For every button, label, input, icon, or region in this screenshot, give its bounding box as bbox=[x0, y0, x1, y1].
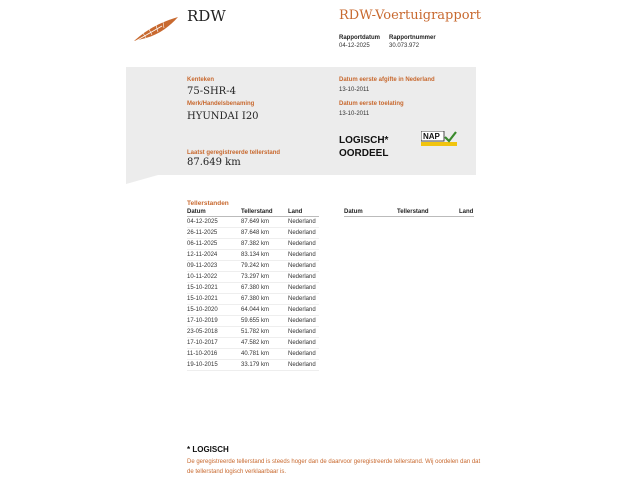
readings-table-continued bbox=[344, 208, 474, 217]
row-date: 15-10-2021 bbox=[187, 296, 218, 302]
row-date: 19-10-2015 bbox=[187, 362, 218, 368]
table-row bbox=[187, 239, 319, 250]
row-country: Nederland bbox=[288, 241, 316, 247]
row-country: Nederland bbox=[288, 362, 316, 368]
readings-table bbox=[187, 208, 319, 371]
table-row bbox=[187, 349, 319, 360]
row-odometer: 64.044 km bbox=[241, 307, 270, 313]
report-date-label: Rapportdatum bbox=[339, 35, 380, 41]
row-odometer: 47.582 km bbox=[241, 340, 270, 346]
row-date: 17-10-2019 bbox=[187, 318, 218, 324]
row-country: Nederland bbox=[288, 274, 316, 280]
row-country: Nederland bbox=[288, 318, 316, 324]
first-nl-value: 13-10-2011 bbox=[339, 87, 370, 93]
row-country: Nederland bbox=[288, 296, 316, 302]
table-row bbox=[187, 305, 319, 316]
row-country: Nederland bbox=[288, 307, 316, 313]
table-row bbox=[187, 272, 319, 283]
row-odometer: 79.242 km bbox=[241, 263, 270, 269]
table-row bbox=[187, 294, 319, 305]
row-odometer: 73.297 km bbox=[241, 274, 270, 280]
table-row bbox=[187, 283, 319, 294]
row-date: 23-05-2018 bbox=[187, 329, 218, 335]
row-odometer: 83.134 km bbox=[241, 252, 270, 258]
table-row bbox=[187, 338, 319, 349]
table-row bbox=[187, 250, 319, 261]
row-country: Nederland bbox=[288, 329, 316, 335]
column-header-date: Datum bbox=[187, 209, 206, 215]
column-header-odometer: Tellerstand bbox=[241, 209, 273, 215]
row-odometer: 67.380 km bbox=[241, 296, 270, 302]
verdict bbox=[339, 134, 388, 160]
verdict-line-2: OORDEEL bbox=[339, 148, 389, 159]
first-admission-value: 13-10-2011 bbox=[339, 111, 370, 117]
verdict-line-1: LOGISCH* bbox=[339, 135, 389, 146]
table-row bbox=[187, 327, 319, 338]
plate-value: 75-SHR-4 bbox=[187, 86, 236, 97]
row-odometer: 59.655 km bbox=[241, 318, 270, 324]
column-header-country: Land bbox=[459, 209, 474, 215]
plate-label: Kenteken bbox=[187, 77, 215, 83]
row-date: 11-10-2016 bbox=[187, 351, 218, 357]
footnote-title: * LOGISCH bbox=[187, 445, 229, 454]
row-date: 09-11-2023 bbox=[187, 263, 218, 269]
row-odometer: 33.179 km bbox=[241, 362, 270, 368]
row-odometer: 67.380 km bbox=[241, 285, 270, 291]
row-country: Nederland bbox=[288, 263, 316, 269]
odometer-value: 87.649 km bbox=[187, 157, 241, 168]
nap-text: NAP bbox=[423, 132, 440, 141]
row-country: Nederland bbox=[288, 285, 316, 291]
make-value: HYUNDAI I20 bbox=[187, 111, 259, 122]
row-odometer: 87.648 km bbox=[241, 230, 270, 236]
readings-table-continued-header bbox=[344, 208, 474, 217]
readings-table-header bbox=[187, 208, 319, 217]
first-admission-label: Datum eerste toelating bbox=[339, 101, 404, 107]
row-date: 17-10-2017 bbox=[187, 340, 218, 346]
row-date: 12-11-2024 bbox=[187, 252, 218, 258]
row-odometer: 87.649 km bbox=[241, 219, 270, 225]
row-country: Nederland bbox=[288, 351, 316, 357]
row-date: 15-10-2021 bbox=[187, 285, 218, 291]
row-country: Nederland bbox=[288, 219, 316, 225]
row-odometer: 87.382 km bbox=[241, 241, 270, 247]
table-row bbox=[187, 217, 319, 228]
odometer-label: Laatst geregistreerde tellerstand bbox=[187, 150, 281, 156]
table-row bbox=[187, 228, 319, 239]
table-row bbox=[187, 261, 319, 272]
row-date: 06-11-2025 bbox=[187, 241, 218, 247]
row-date: 04-12-2025 bbox=[187, 219, 218, 225]
row-odometer: 40.781 km bbox=[241, 351, 270, 357]
column-header-odometer: Tellerstand bbox=[397, 209, 429, 215]
vehicle-summary-panel bbox=[126, 67, 476, 175]
report-number bbox=[389, 35, 436, 49]
table-row bbox=[187, 360, 319, 371]
column-header-country: Land bbox=[288, 209, 303, 215]
make-label: Merk/Handelsbenaming bbox=[187, 101, 255, 107]
report-date-value: 04-12-2025 bbox=[339, 43, 370, 49]
row-date: 26-11-2025 bbox=[187, 230, 218, 236]
row-date: 10-11-2022 bbox=[187, 274, 218, 280]
report-title: RDW-Voertuigrapport bbox=[339, 8, 481, 23]
report-date bbox=[339, 35, 380, 49]
row-odometer: 51.782 km bbox=[241, 329, 270, 335]
first-nl-label: Datum eerste afgifte in Nederland bbox=[339, 77, 435, 83]
row-country: Nederland bbox=[288, 230, 316, 236]
panel-notch bbox=[126, 175, 158, 184]
nap-check-icon bbox=[421, 131, 457, 147]
readings-section-title: Tellerstanden bbox=[187, 200, 229, 207]
footnote-text: De geregistreerde tellerstand is steeds hoger dan de daarvoor geregistreerde tellerstand. Wij oordelen dan dat de tellerstand logisch verklaarbaar is. bbox=[187, 459, 481, 475]
brand-name: RDW bbox=[187, 7, 226, 25]
table-row bbox=[187, 316, 319, 327]
row-date: 15-10-2020 bbox=[187, 307, 218, 313]
column-header-date: Datum bbox=[344, 209, 363, 215]
row-country: Nederland bbox=[288, 252, 316, 258]
report-number-label: Rapportnummer bbox=[389, 35, 436, 41]
report-number-value: 30.073.972 bbox=[389, 43, 420, 49]
rdw-feather-logo-icon bbox=[132, 14, 180, 44]
row-country: Nederland bbox=[288, 340, 316, 346]
